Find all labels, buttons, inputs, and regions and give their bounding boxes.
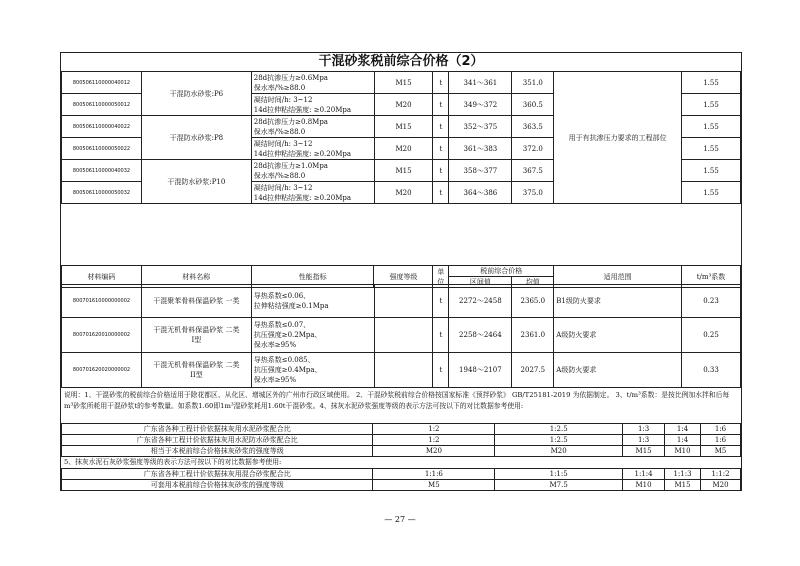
tm3-factor: 1.55: [682, 160, 741, 182]
ref-value: 1:2: [373, 435, 495, 446]
material-name: 干混防水砂浆:P8: [141, 116, 251, 160]
performance-spec: 导热系数≤0.085、 抗压强度≥0.4Mpa、 保水率≥95%: [251, 353, 374, 388]
performance-spec: 凝结时间/h: 3~12 14d拉伸粘结强度: ≥0.20Mpa: [251, 94, 374, 116]
hdr-spec: 性能指标: [251, 266, 374, 288]
ref-value: M7.5: [495, 480, 623, 491]
ref-value: 1:4: [665, 424, 701, 435]
material-code: 800506110000050022: [62, 138, 142, 160]
price-sheet: [60, 52, 742, 491]
unit: t: [433, 353, 449, 388]
material-code: 800701610000000002: [62, 285, 142, 318]
ref-label: 广东省各种工程计价依据抹灰用水泥砂浆配合比: [62, 424, 373, 435]
table-row: [62, 424, 741, 435]
page-number: — 27 —: [384, 515, 416, 524]
hdr-factor: t/m³系数: [682, 266, 741, 288]
strength-grade: M15: [374, 72, 433, 94]
strength-grade: [374, 318, 433, 353]
performance-spec: 28d抗渗压力≥0.6Mpa 保水率/%≥88.0: [251, 72, 374, 94]
material-code: 800506110000040012: [62, 72, 142, 94]
price-range: 1948～2107: [449, 353, 512, 388]
material-name: 干混无机骨料保温砂浆 二类 I型: [141, 318, 251, 353]
performance-spec: 凝结时间/h: 3~12 14d拉伸粘结强度: ≥0.20Mpa: [251, 138, 374, 160]
hdr-name: 材料名称: [141, 266, 251, 288]
unit: t: [433, 318, 449, 353]
table-row: [62, 353, 741, 388]
ref-value: 1:6: [701, 424, 741, 435]
performance-spec: 28d抗渗压力≥1.0Mpa 保水率/%≥88.0: [251, 160, 374, 182]
price-avg: 367.5: [512, 160, 554, 182]
waterproof-table: [61, 71, 741, 204]
hdr-code: 材料编码: [62, 266, 142, 288]
price-avg: 2027.5: [512, 353, 554, 388]
table-row: [62, 285, 741, 318]
material-name: 干混聚苯骨料保温砂浆 一类: [141, 285, 251, 318]
hdr-price: 税前综合价格: [449, 266, 554, 277]
ref-table-2: [61, 468, 741, 491]
price-range: 2258～2464: [449, 318, 512, 353]
ref-value: 1:3: [623, 435, 665, 446]
ref-value: 1:3: [623, 424, 665, 435]
material-code: 800506110000050012: [62, 94, 142, 116]
performance-spec: 28d抗渗压力≥0.8Mpa 保水率/%≥88.0: [251, 116, 374, 138]
ref-label: 相当于本税前综合价格抹灰砂浆的强度等级: [62, 446, 373, 457]
unit: t: [433, 72, 449, 94]
material-code: 800506110000040022: [62, 116, 142, 138]
application-scope: A级防火要求: [554, 353, 682, 388]
ref-value: M10: [623, 480, 665, 491]
hdr-range: 区间值: [449, 277, 512, 288]
strength-grade: [374, 285, 433, 318]
price-range: 349～372: [449, 94, 512, 116]
strength-grade: M15: [374, 116, 433, 138]
explanation-note-5: 5、抹灰水泥石灰砂浆强度等级的表示方法可按以下的对比数据参考使用:: [64, 458, 282, 466]
tm3-factor: 1.55: [682, 138, 741, 160]
material-code: 800506110000050032: [62, 182, 142, 204]
strength-grade: M20: [374, 94, 433, 116]
performance-spec: 导热系数≤0.07、 抗压强度≥0.2Mpa、 保水率≥95%: [251, 318, 374, 353]
strength-grade: M15: [374, 160, 433, 182]
strength-grade: [374, 353, 433, 388]
price-avg: 375.0: [512, 182, 554, 204]
price-range: 358～377: [449, 160, 512, 182]
sheet-title: 干混砂浆税前综合价格（2）: [61, 53, 741, 72]
material-name: 干混防水砂浆:P10: [141, 160, 251, 204]
price-avg: 372.0: [512, 138, 554, 160]
hdr-unit: 单位: [433, 266, 449, 288]
ref-value: 1:6: [701, 435, 741, 446]
application-scope: A级防火要求: [554, 318, 682, 353]
unit: t: [433, 285, 449, 318]
price-avg: 2361.0: [512, 318, 554, 353]
application-scope: 用于有抗渗压力要求的工程部位: [554, 72, 682, 204]
performance-spec: 导热系数≤0.06、 拉伸粘结强度≥0.1Mpa: [251, 285, 374, 318]
table-row: [62, 446, 741, 457]
ref-value: 1:1:6: [373, 469, 495, 480]
unit: t: [433, 116, 449, 138]
table-row: [62, 435, 741, 446]
ref-value: 1:2: [373, 424, 495, 435]
ref-value: M10: [665, 446, 701, 457]
price-avg: 363.5: [512, 116, 554, 138]
table-row: [62, 318, 741, 353]
ref-value: 1:2.5: [495, 435, 623, 446]
table-row: [62, 469, 741, 480]
material-code: 800701620010000002: [62, 318, 142, 353]
ref-value: M5: [373, 480, 495, 491]
tm3-factor: 1.55: [682, 94, 741, 116]
price-avg: 360.5: [512, 94, 554, 116]
tm3-factor: 0.23: [682, 285, 741, 318]
ref-value: 1:1:5: [495, 469, 623, 480]
material-name: 干混防水砂浆:P6: [141, 72, 251, 116]
tm3-factor: 1.55: [682, 116, 741, 138]
ref-value: M15: [665, 480, 701, 491]
tm3-factor: 0.33: [682, 353, 741, 388]
material-name: 干混无机骨料保温砂浆 二类 II型: [141, 353, 251, 388]
hdr-avg: 均值: [512, 277, 554, 288]
strength-grade: M20: [374, 138, 433, 160]
ref-value: M20: [373, 446, 495, 457]
tm3-factor: 0.25: [682, 318, 741, 353]
ref-label: 广东省各种工程计价依据抹灰用混合砂浆配合比: [62, 469, 373, 480]
performance-spec: 凝结时间/h: 3~12 14d拉伸粘结强度: ≥0.20Mpa: [251, 182, 374, 204]
unit: t: [433, 160, 449, 182]
strength-grade: M20: [374, 182, 433, 204]
price-range: 361～383: [449, 138, 512, 160]
ref-value: M20: [700, 480, 740, 491]
tm3-factor: 1.55: [682, 182, 741, 204]
ref-value: 1:4: [665, 435, 701, 446]
material-code: 800506110000040032: [62, 160, 142, 182]
price-avg: 351.0: [512, 72, 554, 94]
ref-label: 可套用本税前综合价格抹灰砂浆的强度等级: [62, 480, 373, 491]
ref-value: 1:1:2: [700, 469, 740, 480]
unit: t: [433, 182, 449, 204]
hdr-grade: 强度等级: [374, 266, 433, 288]
explanation-note: 说明：1、干混砂浆的税前综合价格适用于除花都区、从化区、增城区外的广州市行政区域使用。 2、干混砂浆税前综合价格按国家标准《预拌砂浆》 GB/T25181-2019 为依据制定。 3、t/m³系数：是按比例加水拌和后每m³砂浆所耗用干混砂浆t的参考数量。如系数1.60即1m³湿砂浆耗用1.60t干混砂浆。4、抹灰水泥砂浆强度等级的表示方法可按以下的对比数据参考使用:: [64, 391, 730, 410]
ref-value: M15: [623, 446, 665, 457]
unit: t: [433, 138, 449, 160]
hdr-scope: 适用范围: [554, 266, 682, 288]
price-range: 364～386: [449, 182, 512, 204]
ref-value: 1:1:3: [665, 469, 701, 480]
ref-label: 广东省各种工程计价依据抹灰用水泥防水砂浆配合比: [62, 435, 373, 446]
ref-table-1: [61, 423, 741, 457]
tm3-factor: 1.55: [682, 72, 741, 94]
application-scope: B1级防火要求: [554, 285, 682, 318]
ref-value: 1:1:4: [623, 469, 665, 480]
price-range: 352～375: [449, 116, 512, 138]
material-code: 800701620020000002: [62, 353, 142, 388]
price-range: 2272～2458: [449, 285, 512, 318]
insulation-table: [61, 284, 741, 388]
price-range: 341～361: [449, 72, 512, 94]
table-row: [62, 480, 741, 491]
ref-value: 1:2.5: [495, 424, 623, 435]
ref-value: M20: [495, 446, 623, 457]
ref-value: M5: [701, 446, 741, 457]
price-avg: 2365.0: [512, 285, 554, 318]
unit: t: [433, 94, 449, 116]
table-row: [62, 72, 741, 94]
